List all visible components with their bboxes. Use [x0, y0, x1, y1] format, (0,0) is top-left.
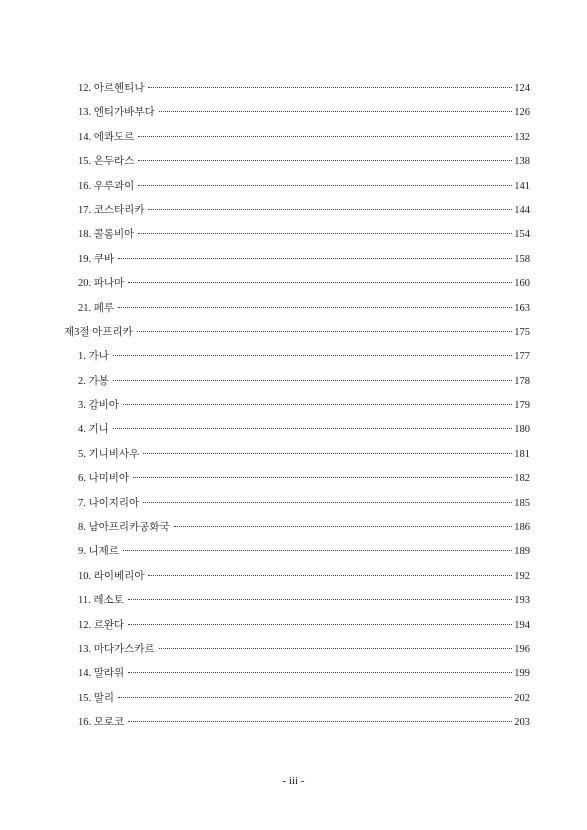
dot-leader: [174, 526, 513, 527]
dot-leader: [128, 672, 512, 673]
dot-leader: [143, 502, 512, 503]
toc-page-number: 138: [514, 156, 530, 168]
toc-page-number: 126: [514, 107, 530, 119]
toc-page-number: 132: [514, 131, 530, 143]
toc-entry-row[interactable]: [64, 251, 530, 275]
toc-page-number: 199: [514, 668, 530, 680]
toc-entry-label: 17. 코스타리카: [78, 204, 145, 216]
toc-entry-label: 12. 르완다: [78, 619, 125, 631]
toc-page-number: 181: [514, 448, 530, 460]
toc-page-number: 182: [514, 473, 530, 485]
toc-entry-label: 12. 아르헨티나: [78, 83, 145, 94]
dot-leader: [138, 233, 512, 234]
dot-leader: [148, 575, 512, 576]
toc-entry-row[interactable]: [64, 495, 530, 519]
toc-entry-row[interactable]: [64, 592, 530, 616]
toc-entry-label: 20. 파나마: [78, 278, 125, 290]
dot-leader: [148, 209, 512, 210]
toc-entry-label: 16. 모로코: [78, 717, 125, 729]
toc-entry-label: 15. 온두라스: [78, 156, 135, 168]
toc-entry-row[interactable]: [64, 470, 530, 494]
dot-leader: [138, 136, 512, 137]
toc-entry-row[interactable]: [64, 348, 530, 372]
toc-entry-label: 13. 엔티가바부다: [78, 107, 155, 119]
dot-leader: [138, 185, 512, 186]
dot-leader: [128, 624, 512, 625]
toc-page-number: 203: [514, 717, 530, 729]
dot-leader: [143, 453, 512, 454]
dot-leader: [118, 697, 512, 698]
toc-entry-label: 6. 나미비아: [78, 473, 130, 485]
toc-entry-row[interactable]: [64, 665, 530, 689]
toc-page-number: 186: [514, 522, 530, 534]
table-of-contents: [64, 80, 530, 739]
toc-page-number: 160: [514, 278, 530, 290]
toc-entry-row[interactable]: [64, 202, 530, 226]
toc-entry-label: 4. 기니: [78, 424, 109, 436]
toc-page-number: 124: [514, 83, 530, 94]
toc-entry-label: 11. 레소토: [78, 595, 124, 607]
toc-section-row[interactable]: [64, 324, 530, 348]
toc-entry-label: 14. 말라위: [78, 668, 125, 680]
toc-page-number: 141: [514, 180, 530, 192]
toc-entry-label: 14. 에콰도르: [78, 131, 135, 143]
toc-page-number: 196: [514, 643, 530, 655]
toc-entry-row[interactable]: [64, 690, 530, 714]
toc-entry-row[interactable]: [64, 129, 530, 153]
toc-entry-label: 3. 감비아: [78, 400, 119, 412]
dot-leader: [159, 111, 513, 112]
toc-page-number: 154: [514, 229, 530, 241]
dot-leader: [138, 160, 512, 161]
toc-page-number: 189: [514, 546, 530, 558]
toc-entry-row[interactable]: [64, 519, 530, 543]
toc-page-number: 192: [514, 570, 530, 582]
toc-page-number: 177: [514, 351, 530, 363]
toc-page-number: 178: [514, 375, 530, 387]
toc-entry-row[interactable]: [64, 104, 530, 128]
toc-page-number: 180: [514, 424, 530, 436]
toc-entry-row[interactable]: [64, 178, 530, 202]
toc-entry-label: 19. 쿠바: [78, 253, 115, 265]
toc-page-number: 175: [514, 326, 530, 338]
toc-page-number: 193: [514, 595, 530, 607]
toc-entry-label: 9. 니제르: [78, 546, 119, 558]
toc-entry-label: 1. 가나: [78, 351, 109, 363]
toc-entry-row[interactable]: [64, 300, 530, 324]
dot-leader: [133, 477, 512, 478]
toc-page-number: 158: [514, 253, 530, 265]
dot-leader: [148, 87, 512, 88]
toc-entry-row[interactable]: [64, 568, 530, 592]
dot-leader: [113, 428, 512, 429]
toc-page-number: 163: [514, 302, 530, 314]
toc-entry-label: 2. 가봉: [78, 375, 109, 387]
toc-entry-label: 15. 말리: [78, 692, 115, 704]
toc-entry-label: 10. 라이베리아: [78, 570, 145, 582]
toc-entry-label: 18. 콜롬비아: [78, 229, 135, 241]
toc-entry-label: 5. 기니비사우: [78, 448, 140, 460]
toc-entry-row[interactable]: [64, 421, 530, 445]
toc-entry-row[interactable]: [64, 80, 530, 104]
toc-entry-row[interactable]: [64, 446, 530, 470]
dot-leader: [118, 258, 512, 259]
dot-leader: [113, 380, 512, 381]
toc-entry-label: 16. 우루과이: [78, 180, 135, 192]
toc-page-number: 202: [514, 692, 530, 704]
toc-entry-row[interactable]: [64, 153, 530, 177]
dot-leader: [128, 282, 512, 283]
toc-entry-row[interactable]: [64, 543, 530, 567]
dot-leader: [128, 721, 512, 722]
dot-leader: [113, 355, 512, 356]
toc-entry-row[interactable]: [64, 397, 530, 421]
dot-leader: [128, 599, 512, 600]
toc-entry-label: 제3절 아프리카: [64, 326, 133, 338]
page-number-footer: - iii -: [282, 775, 305, 787]
dot-leader: [123, 404, 512, 405]
toc-page-number: 194: [514, 619, 530, 631]
toc-page-number: 185: [514, 497, 530, 509]
toc-page-number: 144: [514, 204, 530, 216]
toc-entry-label: 8. 남아프리카공화국: [78, 522, 170, 534]
toc-entry-row[interactable]: [64, 226, 530, 250]
toc-entry-label: 13. 마다가스카르: [78, 643, 155, 655]
toc-entry-row[interactable]: [64, 641, 530, 665]
dot-leader: [118, 307, 512, 308]
toc-page-number: 179: [514, 400, 530, 412]
toc-entry-row[interactable]: [64, 373, 530, 397]
dot-leader: [159, 648, 513, 649]
toc-entry-row[interactable]: [64, 275, 530, 299]
toc-entry-label: 7. 나이지리아: [78, 497, 140, 509]
toc-entry-row[interactable]: [64, 714, 530, 738]
dot-leader: [137, 331, 513, 332]
toc-entry-label: 21. 페루: [78, 302, 115, 314]
toc-entry-row[interactable]: [64, 617, 530, 641]
dot-leader: [123, 550, 512, 551]
